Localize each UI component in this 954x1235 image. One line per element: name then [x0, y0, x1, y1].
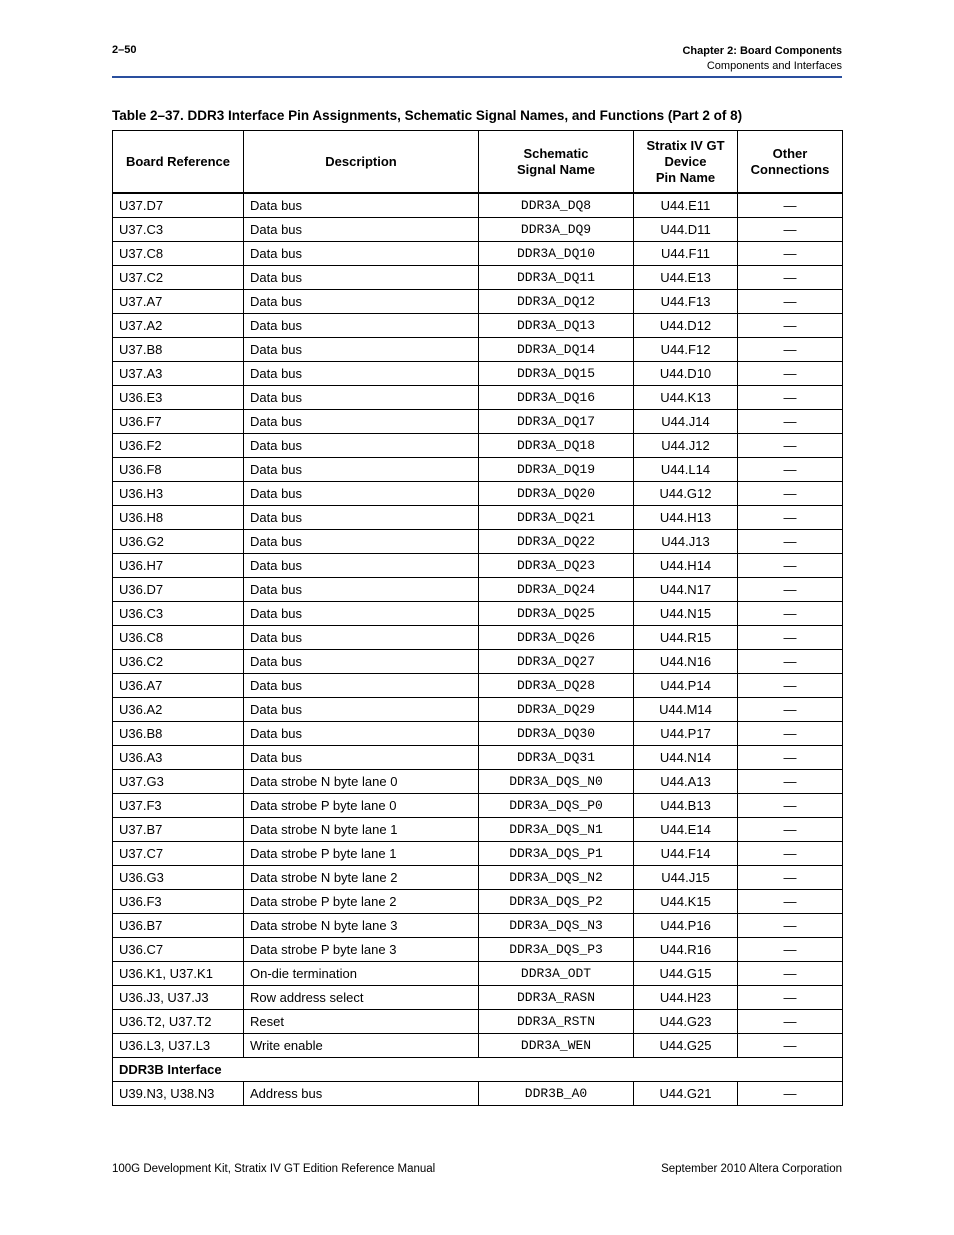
col-description-cell: Data bus	[244, 626, 479, 650]
col-description-cell: Data bus	[244, 193, 479, 218]
col-schematic-signal-name-cell: DDR3A_DQ23	[479, 554, 634, 578]
col-schematic-signal-name-cell: DDR3A_RSTN	[479, 1010, 634, 1034]
col-device-pin-name-cell: U44.J12	[634, 434, 738, 458]
col-device-pin-name-cell: U44.F13	[634, 290, 738, 314]
col-other-connections-cell: —	[738, 1082, 843, 1106]
col-other-connections-cell: —	[738, 746, 843, 770]
col-description-cell: On-die termination	[244, 962, 479, 986]
col-schematic-signal-name-cell: DDR3A_DQ10	[479, 242, 634, 266]
table-row	[113, 698, 843, 722]
col-board-reference-cell: U37.F3	[113, 794, 244, 818]
col-other-connections-cell: —	[738, 554, 843, 578]
col-schematic-signal-name-cell: DDR3A_DQS_P1	[479, 842, 634, 866]
table-header-row	[113, 131, 843, 194]
header-rule	[112, 76, 842, 78]
col-device-pin-name-cell: U44.N15	[634, 602, 738, 626]
table-row	[113, 410, 843, 434]
col-schematic-signal-name-cell: DDR3A_DQ13	[479, 314, 634, 338]
table-row	[113, 314, 843, 338]
col-description-cell: Data strobe P byte lane 2	[244, 890, 479, 914]
table-row	[113, 458, 843, 482]
col-description-cell: Data bus	[244, 434, 479, 458]
table-row	[113, 650, 843, 674]
col-board-reference-cell: U36.F8	[113, 458, 244, 482]
table-row	[113, 938, 843, 962]
col-device-pin-name-cell: U44.K15	[634, 890, 738, 914]
col-board-reference-cell: U36.J3, U37.J3	[113, 986, 244, 1010]
col-schematic-signal-name-header: Schematic Signal Name	[479, 131, 634, 194]
table-row	[113, 602, 843, 626]
col-board-reference-cell: U36.H3	[113, 482, 244, 506]
col-board-reference-cell: U36.B7	[113, 914, 244, 938]
col-board-reference-cell: U36.T2, U37.T2	[113, 1010, 244, 1034]
table-row	[113, 242, 843, 266]
col-other-connections-cell: —	[738, 842, 843, 866]
table-row	[113, 866, 843, 890]
col-board-reference-cell: U36.C3	[113, 602, 244, 626]
chapter-title: Chapter 2: Board Components	[682, 45, 842, 57]
col-description-cell: Data bus	[244, 314, 479, 338]
col-device-pin-name-cell: U44.H14	[634, 554, 738, 578]
col-schematic-signal-name-cell: DDR3A_DQ9	[479, 218, 634, 242]
col-device-pin-name-cell: U44.H23	[634, 986, 738, 1010]
col-schematic-signal-name-cell: DDR3A_DQS_N0	[479, 770, 634, 794]
col-device-pin-name-cell: U44.E14	[634, 818, 738, 842]
col-description-cell: Data bus	[244, 266, 479, 290]
group-heading-ddr3b: DDR3B Interface	[113, 1058, 843, 1082]
col-device-pin-name-cell: U44.F11	[634, 242, 738, 266]
col-other-connections-cell: —	[738, 242, 843, 266]
table-row	[113, 362, 843, 386]
col-schematic-signal-name-cell: DDR3A_DQS_N2	[479, 866, 634, 890]
col-description-cell: Data bus	[244, 218, 479, 242]
col-description-cell: Data bus	[244, 290, 479, 314]
col-other-connections-cell: —	[738, 722, 843, 746]
col-schematic-signal-name-cell: DDR3A_DQ29	[479, 698, 634, 722]
col-board-reference-cell: U36.F2	[113, 434, 244, 458]
col-device-pin-name-cell: U44.N14	[634, 746, 738, 770]
col-other-connections-cell: —	[738, 770, 843, 794]
col-description-cell: Data bus	[244, 578, 479, 602]
col-schematic-signal-name-cell: DDR3A_DQ8	[479, 193, 634, 218]
col-other-connections-cell: —	[738, 314, 843, 338]
page-number: 2–50	[112, 44, 137, 56]
table-row	[113, 193, 843, 218]
table-row	[113, 794, 843, 818]
col-schematic-signal-name-cell: DDR3A_DQS_N3	[479, 914, 634, 938]
table-row	[113, 506, 843, 530]
section-title: Components and Interfaces	[706, 60, 842, 72]
col-board-reference-cell: U37.D7	[113, 193, 244, 218]
col-schematic-signal-name-cell: DDR3A_DQ21	[479, 506, 634, 530]
col-description-cell: Data strobe P byte lane 3	[244, 938, 479, 962]
table-row	[113, 962, 843, 986]
col-schematic-signal-name-cell: DDR3A_DQ25	[479, 602, 634, 626]
col-other-connections-cell: —	[738, 962, 843, 986]
col-description-cell: Data strobe P byte lane 1	[244, 842, 479, 866]
col-schematic-signal-name-cell: DDR3A_DQ26	[479, 626, 634, 650]
col-board-reference-cell: U36.F7	[113, 410, 244, 434]
col-device-pin-name-cell: U44.H13	[634, 506, 738, 530]
col-schematic-signal-name-cell: DDR3A_DQ11	[479, 266, 634, 290]
col-other-connections-cell: —	[738, 626, 843, 650]
col-other-connections-cell: —	[738, 986, 843, 1010]
col-schematic-signal-name-cell: DDR3A_DQ30	[479, 722, 634, 746]
table-caption: Table 2–37. DDR3 Interface Pin Assignments, Schematic Signal Names, and Functions (Part 2 of 8)	[112, 108, 743, 123]
col-device-pin-name-cell: U44.E11	[634, 193, 738, 218]
table-row	[113, 722, 843, 746]
table-row	[113, 338, 843, 362]
col-description-cell: Data bus	[244, 362, 479, 386]
col-device-pin-name-cell: U44.B13	[634, 794, 738, 818]
col-device-pin-name-header: Stratix IV GT Device Pin Name	[634, 131, 738, 194]
col-description-cell: Data bus	[244, 410, 479, 434]
table-row	[113, 674, 843, 698]
col-device-pin-name-cell: U44.P16	[634, 914, 738, 938]
col-other-connections-cell: —	[738, 386, 843, 410]
col-device-pin-name-cell: U44.P14	[634, 674, 738, 698]
col-board-reference-cell: U37.A7	[113, 290, 244, 314]
col-description-cell: Write enable	[244, 1034, 479, 1058]
col-description-cell: Data bus	[244, 482, 479, 506]
col-board-reference-cell: U36.A2	[113, 698, 244, 722]
col-description-cell: Reset	[244, 1010, 479, 1034]
col-description-cell: Data strobe N byte lane 1	[244, 818, 479, 842]
col-other-connections-cell: —	[738, 266, 843, 290]
running-header	[682, 44, 842, 74]
col-description-cell: Data bus	[244, 674, 479, 698]
col-device-pin-name-cell: U44.D12	[634, 314, 738, 338]
col-schematic-signal-name-cell: DDR3A_DQ12	[479, 290, 634, 314]
col-other-connections-cell: —	[738, 674, 843, 698]
col-device-pin-name-cell: U44.K13	[634, 386, 738, 410]
col-description-cell: Data bus	[244, 506, 479, 530]
col-other-connections-cell: —	[738, 218, 843, 242]
table-row	[113, 434, 843, 458]
col-description-cell: Data bus	[244, 338, 479, 362]
col-device-pin-name-cell: U44.N16	[634, 650, 738, 674]
table-row	[113, 386, 843, 410]
col-description-cell: Data bus	[244, 698, 479, 722]
col-device-pin-name-cell: U44.P17	[634, 722, 738, 746]
col-description-cell: Data bus	[244, 650, 479, 674]
table-row	[113, 914, 843, 938]
col-schematic-signal-name-cell: DDR3A_DQS_N1	[479, 818, 634, 842]
col-description-cell: Data bus	[244, 746, 479, 770]
col-board-reference-cell: U36.A3	[113, 746, 244, 770]
footer-date-company: September 2010 Altera Corporation	[661, 1163, 842, 1175]
col-schematic-signal-name-cell: DDR3A_DQ17	[479, 410, 634, 434]
col-other-connections-cell: —	[738, 530, 843, 554]
col-device-pin-name-cell: U44.G12	[634, 482, 738, 506]
col-schematic-signal-name-cell: DDR3A_DQ15	[479, 362, 634, 386]
col-device-pin-name-cell: U44.R16	[634, 938, 738, 962]
col-other-connections-cell: —	[738, 506, 843, 530]
col-description-cell: Data strobe N byte lane 2	[244, 866, 479, 890]
table-row	[113, 746, 843, 770]
col-schematic-signal-name-cell: DDR3A_DQ24	[479, 578, 634, 602]
table-row	[113, 770, 843, 794]
col-schematic-signal-name-cell: DDR3A_DQS_P2	[479, 890, 634, 914]
col-description-cell: Data strobe P byte lane 0	[244, 794, 479, 818]
col-description-cell: Data bus	[244, 458, 479, 482]
col-device-pin-name-cell: U44.J15	[634, 866, 738, 890]
table-row	[113, 842, 843, 866]
col-schematic-signal-name-cell: DDR3A_DQ18	[479, 434, 634, 458]
col-board-reference-cell: U36.K1, U37.K1	[113, 962, 244, 986]
col-description-cell: Data bus	[244, 242, 479, 266]
col-board-reference-header: Board Reference	[113, 131, 244, 194]
col-description-cell: Data bus	[244, 530, 479, 554]
col-device-pin-name-cell: U44.N17	[634, 578, 738, 602]
col-board-reference-cell: U37.C8	[113, 242, 244, 266]
col-board-reference-cell: U37.B7	[113, 818, 244, 842]
col-device-pin-name-cell: U44.D10	[634, 362, 738, 386]
table-row	[113, 986, 843, 1010]
col-other-connections-cell: —	[738, 1034, 843, 1058]
col-board-reference-cell: U36.E3	[113, 386, 244, 410]
col-other-connections-cell: —	[738, 818, 843, 842]
table-row	[113, 554, 843, 578]
footer-manual-title: 100G Development Kit, Stratix IV GT Edition Reference Manual	[112, 1163, 436, 1175]
table-row	[113, 818, 843, 842]
col-description-cell: Data bus	[244, 554, 479, 578]
col-other-connections-cell: —	[738, 794, 843, 818]
col-schematic-signal-name-cell: DDR3A_DQ14	[479, 338, 634, 362]
table-row	[113, 578, 843, 602]
col-board-reference-cell: U36.C8	[113, 626, 244, 650]
col-board-reference-cell: U36.F3	[113, 890, 244, 914]
col-schematic-signal-name-cell: DDR3A_DQ27	[479, 650, 634, 674]
col-device-pin-name-cell: U44.G21	[634, 1082, 738, 1106]
col-other-connections-cell: —	[738, 578, 843, 602]
col-board-reference-cell: U37.C7	[113, 842, 244, 866]
col-device-pin-name-cell: U44.J14	[634, 410, 738, 434]
col-board-reference-cell: U37.B8	[113, 338, 244, 362]
col-schematic-signal-name-cell: DDR3A_DQ20	[479, 482, 634, 506]
col-other-connections-cell: —	[738, 866, 843, 890]
col-schematic-signal-name-cell: DDR3A_DQ16	[479, 386, 634, 410]
col-board-reference-cell: U36.A7	[113, 674, 244, 698]
col-other-connections-cell: —	[738, 434, 843, 458]
col-other-connections-cell: —	[738, 410, 843, 434]
col-other-connections-cell: —	[738, 193, 843, 218]
col-board-reference-cell: U37.G3	[113, 770, 244, 794]
col-schematic-signal-name-cell: DDR3A_DQ28	[479, 674, 634, 698]
col-device-pin-name-cell: U44.G23	[634, 1010, 738, 1034]
table-row	[113, 890, 843, 914]
col-device-pin-name-cell: U44.M14	[634, 698, 738, 722]
col-description-cell: Data strobe N byte lane 0	[244, 770, 479, 794]
table-row	[113, 1010, 843, 1034]
col-device-pin-name-cell: U44.D11	[634, 218, 738, 242]
col-schematic-signal-name-cell: DDR3A_DQS_P3	[479, 938, 634, 962]
pin-assignment-table	[112, 130, 843, 1106]
table-row	[113, 482, 843, 506]
col-board-reference-cell: U36.C7	[113, 938, 244, 962]
table-row	[113, 1034, 843, 1058]
col-other-connections-cell: —	[738, 602, 843, 626]
col-schematic-signal-name-cell: DDR3A_WEN	[479, 1034, 634, 1058]
col-board-reference-cell: U36.B8	[113, 722, 244, 746]
col-schematic-signal-name-cell: DDR3A_DQ19	[479, 458, 634, 482]
col-description-cell: Data bus	[244, 722, 479, 746]
table-row	[113, 266, 843, 290]
col-description-cell: Row address select	[244, 986, 479, 1010]
col-device-pin-name-cell: U44.A13	[634, 770, 738, 794]
col-description-header: Description	[244, 131, 479, 194]
col-board-reference-cell: U36.L3, U37.L3	[113, 1034, 244, 1058]
col-schematic-signal-name-cell: DDR3A_DQS_P0	[479, 794, 634, 818]
col-device-pin-name-cell: U44.R15	[634, 626, 738, 650]
col-board-reference-cell: U36.H7	[113, 554, 244, 578]
col-other-connections-header: Other Connections	[738, 131, 843, 194]
table-row	[113, 626, 843, 650]
col-device-pin-name-cell: U44.E13	[634, 266, 738, 290]
col-device-pin-name-cell: U44.G15	[634, 962, 738, 986]
col-other-connections-cell: —	[738, 890, 843, 914]
table-row	[113, 530, 843, 554]
col-other-connections-cell: —	[738, 938, 843, 962]
col-description-cell: Data bus	[244, 602, 479, 626]
col-board-reference-cell: U37.C3	[113, 218, 244, 242]
table-row	[113, 218, 843, 242]
col-board-reference-cell: U39.N3, U38.N3	[113, 1082, 244, 1106]
col-device-pin-name-cell: U44.G25	[634, 1034, 738, 1058]
col-description-cell: Address bus	[244, 1082, 479, 1106]
table-row	[113, 290, 843, 314]
col-other-connections-cell: —	[738, 698, 843, 722]
col-other-connections-cell: —	[738, 482, 843, 506]
col-device-pin-name-cell: U44.J13	[634, 530, 738, 554]
col-device-pin-name-cell: U44.F14	[634, 842, 738, 866]
col-board-reference-cell: U36.D7	[113, 578, 244, 602]
col-device-pin-name-cell: U44.L14	[634, 458, 738, 482]
col-other-connections-cell: —	[738, 362, 843, 386]
table-body	[113, 193, 843, 1106]
col-device-pin-name-cell: U44.F12	[634, 338, 738, 362]
col-other-connections-cell: —	[738, 650, 843, 674]
col-board-reference-cell: U37.C2	[113, 266, 244, 290]
col-board-reference-cell: U36.H8	[113, 506, 244, 530]
col-other-connections-cell: —	[738, 914, 843, 938]
col-board-reference-cell: U36.G2	[113, 530, 244, 554]
col-board-reference-cell: U36.C2	[113, 650, 244, 674]
col-other-connections-cell: —	[738, 458, 843, 482]
col-other-connections-cell: —	[738, 338, 843, 362]
col-schematic-signal-name-cell: DDR3A_RASN	[479, 986, 634, 1010]
col-description-cell: Data strobe N byte lane 3	[244, 914, 479, 938]
col-schematic-signal-name-cell: DDR3A_DQ31	[479, 746, 634, 770]
col-board-reference-cell: U37.A2	[113, 314, 244, 338]
col-schematic-signal-name-cell: DDR3A_ODT	[479, 962, 634, 986]
table-row	[113, 1082, 843, 1106]
col-description-cell: Data bus	[244, 386, 479, 410]
group-row	[113, 1058, 843, 1082]
col-schematic-signal-name-cell: DDR3A_DQ22	[479, 530, 634, 554]
col-schematic-signal-name-cell: DDR3B_A0	[479, 1082, 634, 1106]
col-board-reference-cell: U37.A3	[113, 362, 244, 386]
col-other-connections-cell: —	[738, 290, 843, 314]
col-other-connections-cell: —	[738, 1010, 843, 1034]
col-board-reference-cell: U36.G3	[113, 866, 244, 890]
